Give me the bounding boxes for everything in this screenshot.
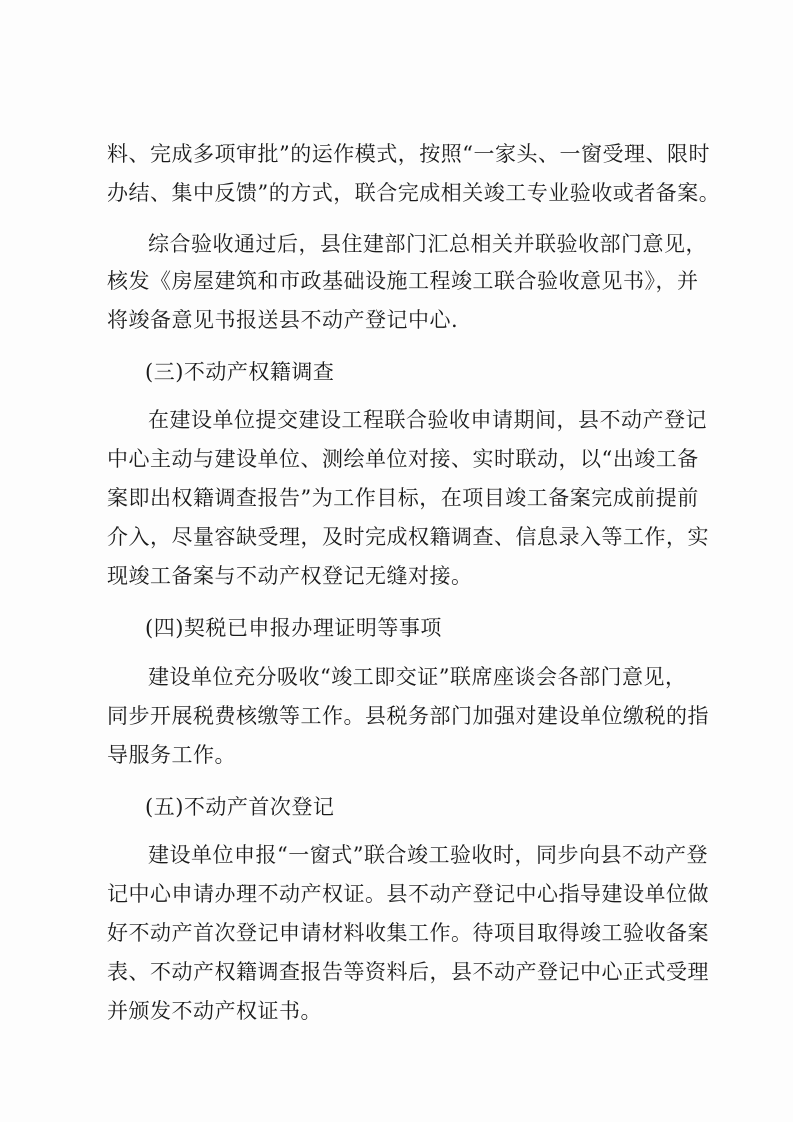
paragraph-line: 综合验收通过后，县住建部门汇总相关并联验收部门意见， — [148, 232, 707, 256]
section-heading-4: (四)契税已申报办理证明等事项 — [145, 616, 442, 640]
paragraph-line: 案即出权籍调查报告”为工作目标，在项目竣工备案完成前提前 — [107, 486, 699, 510]
paragraph-line: 办结、集中反馈”的方式，联合完成相关竣工专业验收或者备案。 — [107, 181, 721, 205]
section-heading-3: (三)不动产权籍调查 — [145, 360, 335, 384]
paragraph-line: 料、完成多项审批”的运作模式，按照“一家头、一窗受理、限时 — [107, 142, 710, 166]
paragraph-line: 现竣工备案与不动产权登记无缝对接。 — [107, 564, 473, 588]
paragraph-line: 介入，尽量容缺受理，及时完成权籍调查、信息录入等工作，实 — [107, 525, 709, 549]
paragraph-line: 好不动产首次登记申请材料收集工作。待项目取得竣工验收备案 — [107, 921, 709, 945]
paragraph-line: 表、不动产权籍调查报告等资料后，县不动产登记中心正式受理 — [107, 960, 709, 984]
paragraph-line: 核发《房屋建筑和市政基础设施工程竣工联合验收意见书》，并 — [107, 269, 699, 293]
paragraph-line: 建设单位申报“一窗式”联合竣工验收时，同步向县不动产登 — [148, 843, 708, 867]
paragraph-line: 导服务工作。 — [107, 743, 236, 767]
paragraph-line: 同步开展税费核缴等工作。县税务部门加强对建设单位缴税的指 — [107, 704, 709, 728]
paragraph-line: 将竣备意见书报送县不动产登记中心. — [107, 308, 459, 332]
paragraph-line: 并颁发不动产权证书。 — [107, 999, 322, 1023]
section-heading-5: (五)不动产首次登记 — [145, 795, 335, 819]
paragraph-line: 记中心申请办理不动产权证。县不动产登记中心指导建设单位做 — [107, 882, 709, 906]
paragraph-line: 中心主动与建设单位、测绘单位对接、实时联动，以“出竣工备 — [107, 447, 699, 471]
paragraph-line: 建设单位充分吸收“竣工即交证”联席座谈会各部门意见， — [148, 665, 687, 689]
paragraph-line: 在建设单位提交建设工程联合验收申请期间，县不动产登记 — [148, 408, 707, 432]
